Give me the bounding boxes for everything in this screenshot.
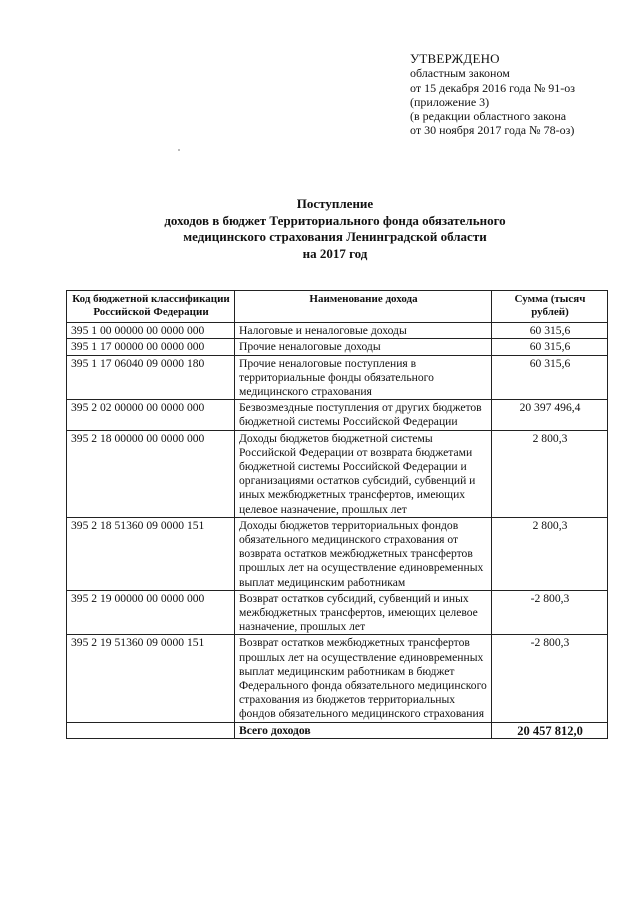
scan-speck bbox=[178, 149, 180, 151]
header-amount: Сумма (тысяч рублей) bbox=[492, 291, 608, 323]
cell-name: Прочие неналоговые доходы bbox=[235, 339, 492, 355]
cell-name: Возврат остатков субсидий, субвенций и иных межбюджетных трансфертов, имеющих целевое назначение, прошлых лет bbox=[235, 590, 492, 635]
cell-code: 395 2 18 51360 09 0000 151 bbox=[67, 517, 235, 590]
cell-name: Налоговые и неналоговые доходы bbox=[235, 323, 492, 339]
cell-name: Безвозмездные поступления от других бюджетов бюджетной системы Российской Федерации bbox=[235, 400, 492, 430]
cell-amount: 2 800,3 bbox=[492, 430, 608, 517]
cell-name: Доходы бюджетов бюджетной системы Российской Федерации от возврата бюджетами бюджетной системы Российской Федерации и организациями остатков субсидий, субвенций и иных межбюджетных трансфертов, имеющих целевое назначение, прошлых лет bbox=[235, 430, 492, 517]
approval-heading: УТВЕРЖДЕНО bbox=[410, 51, 500, 66]
table-total-row bbox=[67, 722, 608, 738]
cell-amount: 20 397 496,4 bbox=[492, 400, 608, 430]
title-line: доходов в бюджет Территориального фонда обязательного bbox=[164, 212, 506, 228]
cell-code: 395 2 19 51360 09 0000 151 bbox=[67, 635, 235, 722]
header-code: Код бюджетной классификации Российской Федерации bbox=[67, 291, 235, 323]
approval-line: (приложение 3) bbox=[410, 94, 490, 109]
header-name: Наименование дохода bbox=[235, 291, 492, 323]
document-title bbox=[60, 196, 610, 262]
cell-amount: 60 315,6 bbox=[492, 323, 608, 339]
cell-name: Возврат остатков межбюджетных трансфертов прошлых лет на осуществление единовременных выплат медицинским работникам в бюджет Федерального фонда обязательного медицинского страхования из бюджетов территориальных фондов обязательного медицинского страхования bbox=[235, 635, 492, 722]
table-row bbox=[67, 635, 608, 722]
cell-name: Доходы бюджетов территориальных фондов обязательного медицинского страхования от возврата остатков межбюджетных трансфертов прошлых лет на осуществление единовременных выплат медицинским работникам bbox=[235, 517, 492, 590]
approval-line: от 15 декабря 2016 года № 91-оз bbox=[410, 80, 576, 95]
total-code bbox=[67, 722, 235, 738]
approval-line: областным законом bbox=[410, 66, 510, 81]
cell-code: 395 1 17 00000 00 0000 000 bbox=[67, 339, 235, 355]
table-row bbox=[67, 400, 608, 430]
approval-stamp bbox=[410, 52, 575, 138]
revenue-table bbox=[66, 290, 608, 739]
total-label: Всего доходов bbox=[235, 722, 492, 738]
cell-amount: -2 800,3 bbox=[492, 590, 608, 635]
table-row bbox=[67, 323, 608, 339]
table-row bbox=[67, 517, 608, 590]
cell-amount: -2 800,3 bbox=[492, 635, 608, 722]
table-row bbox=[67, 355, 608, 400]
cell-code: 395 1 17 06040 09 0000 180 bbox=[67, 355, 235, 400]
cell-code: 395 1 00 00000 00 0000 000 bbox=[67, 323, 235, 339]
total-amount: 20 457 812,0 bbox=[492, 722, 608, 738]
cell-name: Прочие неналоговые поступления в территориальные фонды обязательного медицинского страхования bbox=[235, 355, 492, 400]
cell-amount: 60 315,6 bbox=[492, 355, 608, 400]
cell-code: 395 2 02 00000 00 0000 000 bbox=[67, 400, 235, 430]
cell-code: 395 2 19 00000 00 0000 000 bbox=[67, 590, 235, 635]
approval-line: (в редакции областного закона bbox=[410, 109, 567, 124]
table-row bbox=[67, 430, 608, 517]
cell-amount: 60 315,6 bbox=[492, 339, 608, 355]
table-row bbox=[67, 590, 608, 635]
title-line: медицинского страхования Ленинградской области bbox=[183, 229, 487, 244]
cell-amount: 2 800,3 bbox=[492, 517, 608, 590]
approval-line: от 30 ноября 2017 года № 78-оз) bbox=[410, 123, 575, 138]
table-header-row bbox=[67, 291, 608, 323]
table-row bbox=[67, 339, 608, 355]
title-line: Поступление bbox=[296, 196, 374, 211]
title-line: на 2017 год bbox=[302, 245, 368, 261]
cell-code: 395 2 18 00000 00 0000 000 bbox=[67, 430, 235, 517]
